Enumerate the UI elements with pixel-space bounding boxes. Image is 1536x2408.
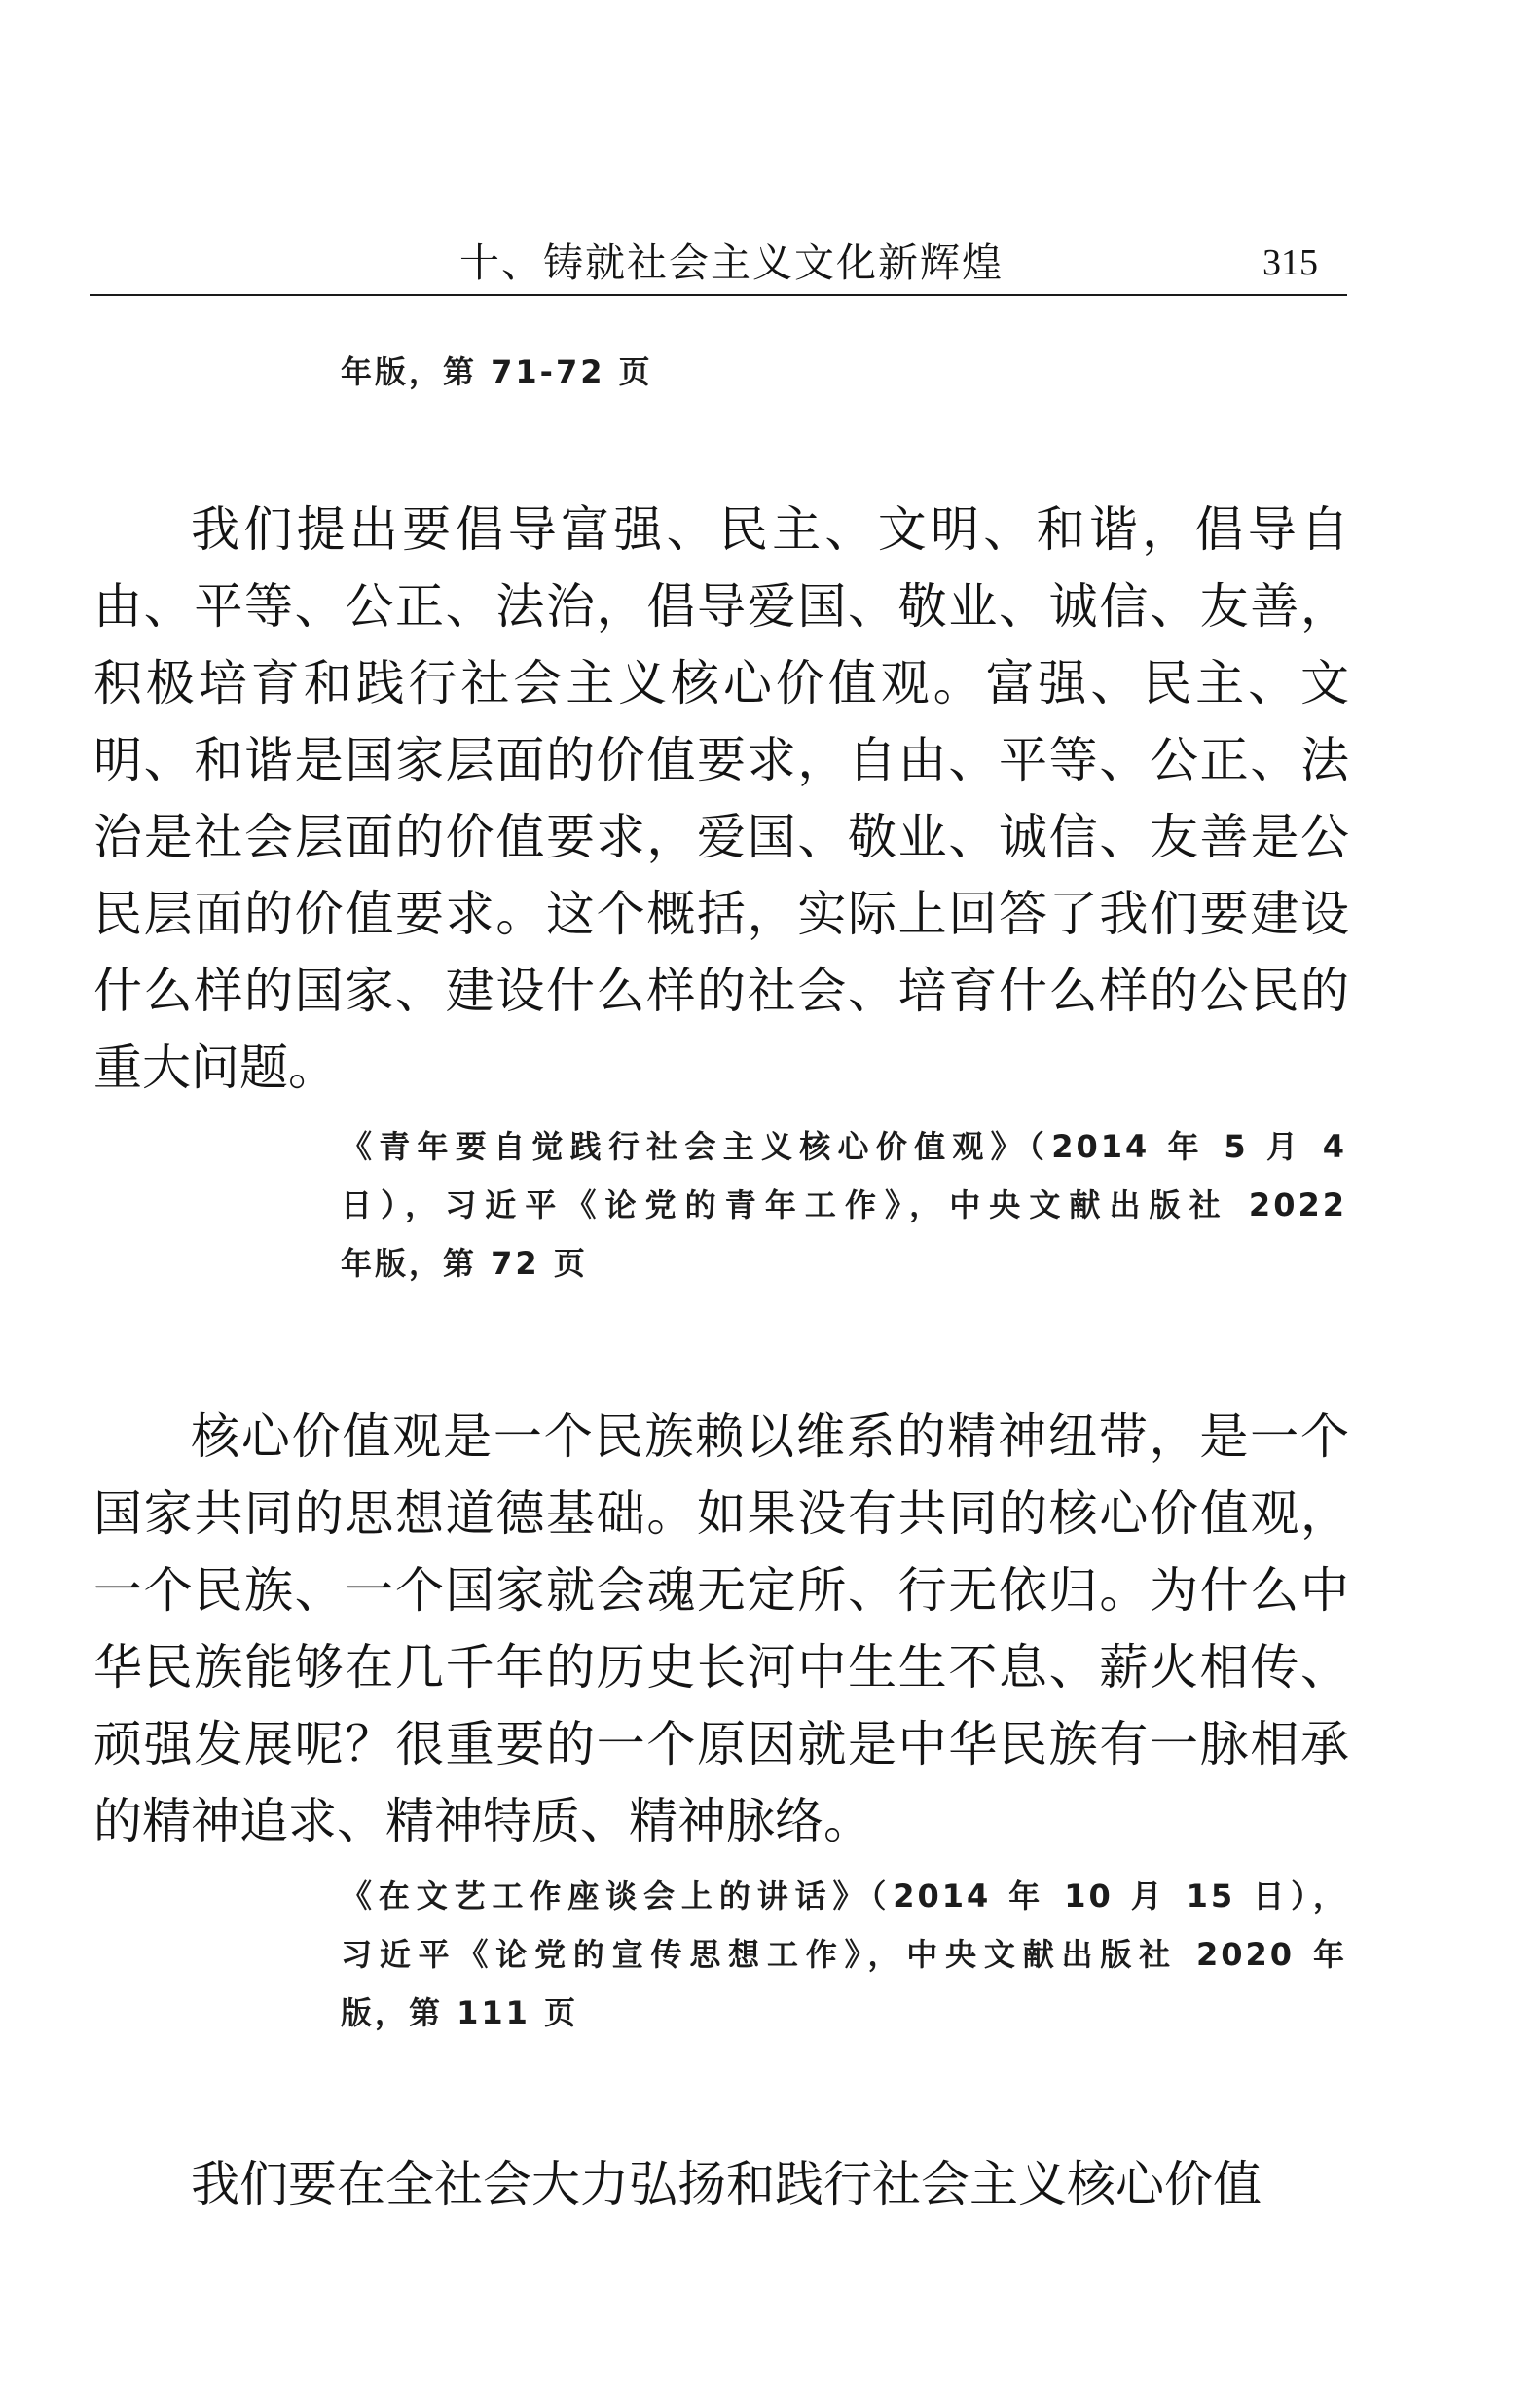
paragraph-line: 我们要在全社会大力弘扬和践行社会主义核心价值 bbox=[191, 2156, 1262, 2212]
paragraph-line: 积极培育和践行社会主义核心价值观。富强、民主、文 bbox=[93, 655, 1349, 711]
paragraph-line: 明、和谐是国家层面的价值要求，自由、平等、公正、法 bbox=[93, 732, 1349, 788]
citation-line: 年版，第 71-72 页 bbox=[341, 353, 653, 390]
citation-source bbox=[341, 343, 1347, 401]
citation-line: 《青年要自觉践行社会主义核心价值观》（2014 年 5 月 4 bbox=[341, 1128, 1347, 1165]
paragraph-line: 华民族能够在几千年的历史长河中生生不息、薪火相传、 bbox=[93, 1639, 1349, 1696]
citation-line: 年版，第 72 页 bbox=[341, 1245, 588, 1282]
paragraph-line: 顽强发展呢？很重要的一个原因就是中华民族有一脉相承 bbox=[93, 1716, 1349, 1772]
paragraph-line: 一个民族、一个国家就会魂无定所、行无依归。为什么中 bbox=[93, 1562, 1349, 1619]
citation-line: 日），习近平《论党的青年工作》，中央文献出版社 2022 bbox=[341, 1186, 1347, 1223]
running-title: 十、铸就社会主义文化新辉煌 bbox=[459, 239, 1004, 286]
paragraph-line: 治是社会层面的价值要求，爱国、敬业、诚信、友善是公 bbox=[93, 809, 1349, 865]
quotation-paragraph bbox=[93, 492, 1349, 1107]
citation-line: 习近平《论党的宣传思想工作》，中央文献出版社 2020 年 bbox=[341, 1936, 1347, 1973]
citation-line: 《在文艺工作座谈会上的讲话》（2014 年 10 月 15 日）， bbox=[341, 1878, 1347, 1915]
page-number: 315 bbox=[1262, 242, 1318, 283]
citation-source bbox=[341, 1867, 1347, 2042]
paragraph-line: 重大问题。 bbox=[93, 1040, 337, 1096]
page-header bbox=[90, 232, 1347, 296]
quotation-paragraph bbox=[93, 1399, 1349, 1860]
paragraph-line: 民层面的价值要求。这个概括，实际上回答了我们要建设 bbox=[93, 886, 1349, 942]
paragraph-line: 由、平等、公正、法治，倡导爱国、敬业、诚信、友善， bbox=[93, 578, 1349, 635]
paragraph-line: 我们提出要倡导富强、民主、文明、和谐，倡导自 bbox=[191, 501, 1349, 558]
quotation-paragraph bbox=[93, 2146, 1349, 2223]
citation-line: 版，第 111 页 bbox=[341, 1994, 579, 2031]
paragraph-line: 国家共同的思想道德基础。如果没有共同的核心价值观， bbox=[93, 1485, 1349, 1542]
paragraph-line: 什么样的国家、建设什么样的社会、培育什么样的公民的 bbox=[93, 963, 1349, 1019]
paragraph-line: 核心价值观是一个民族赖以维系的精神纽带，是一个 bbox=[191, 1408, 1349, 1465]
citation-source bbox=[341, 1117, 1347, 1293]
paragraph-line: 的精神追求、精神特质、精神脉络。 bbox=[93, 1793, 872, 1849]
